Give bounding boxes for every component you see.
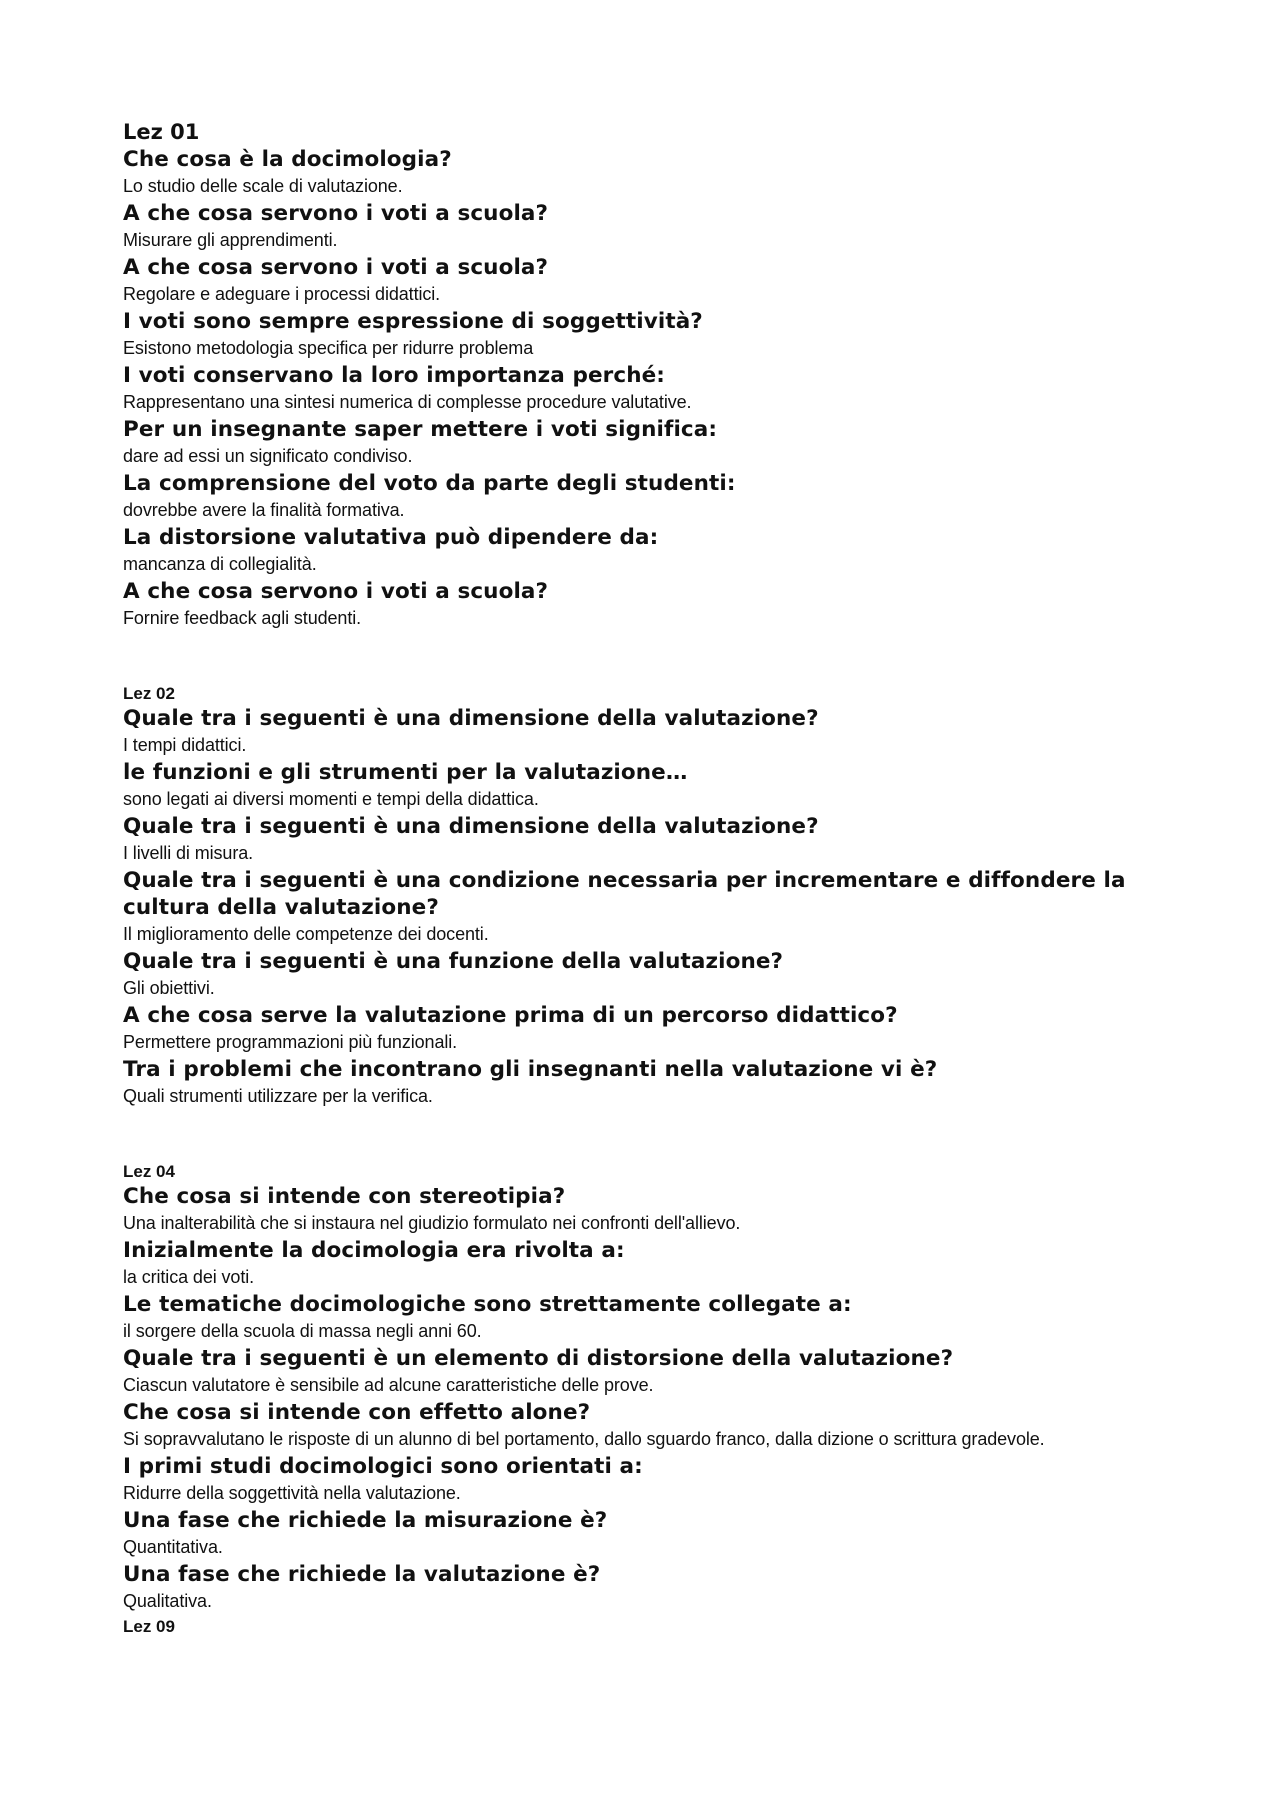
answer: Ridurre della soggettività nella valutazione. [123,1483,461,1503]
answer: il sorgere della scuola di massa negli anni 60. [123,1321,482,1341]
section-title: Lez 01 [123,120,200,144]
section-title-next: Lez 09 [123,1617,175,1636]
answer: Fornire feedback agli studenti. [123,608,362,628]
question: La comprensione del voto da parte degli studenti: [123,471,736,496]
question: Una fase che richiede la misurazione è? [123,1508,608,1533]
question: Che cosa è la docimologia? [123,147,452,172]
question: Che cosa si intende con stereotipia? [123,1184,566,1209]
question: A che cosa servono i voti a scuola? [123,255,549,280]
question: Una fase che richiede la valutazione è? [123,1562,601,1587]
answer: dovrebbe avere la finalità formativa. [123,500,405,520]
question: Le tematiche docimologiche sono strettamente collegate a: [123,1292,852,1317]
section-title: Lez 02 [123,684,175,703]
document-page [123,118,1163,1638]
section-lez-04 [123,1160,1163,1638]
question: A che cosa servono i voti a scuola? [123,579,549,604]
question: I primi studi docimologici sono orientati a: [123,1454,643,1479]
answer: Si sopravvalutano le risposte di un alunno di bel portamento, dallo sguardo franco, dalla dizione o scrittura gradevole. [123,1429,1045,1449]
question: Quale tra i seguenti è una dimensione della valutazione? [123,814,819,839]
answer: Qualitativa. [123,1591,212,1611]
answer: Rappresentano una sintesi numerica di complesse procedure valutative. [123,392,692,412]
answer: Gli obiettivi. [123,978,215,998]
answer: Quantitativa. [123,1537,223,1557]
question: Che cosa si intende con effetto alone? [123,1400,591,1425]
question: Quale tra i seguenti è una funzione della valutazione? [123,949,784,974]
answer: Una inalterabilità che si instaura nel giudizio formulato nei confronti dell'allievo. [123,1213,741,1233]
answer: Lo studio delle scale di valutazione. [123,176,403,196]
answer: Il miglioramento delle competenze dei docenti. [123,924,489,944]
section-title: Lez 04 [123,1162,175,1181]
question: A che cosa servono i voti a scuola? [123,201,549,226]
question: Per un insegnante saper mettere i voti significa: [123,417,718,442]
question: le funzioni e gli strumenti per la valutazione… [123,760,688,785]
answer: I tempi didattici. [123,735,247,755]
question: Quale tra i seguenti è una condizione necessaria per incrementare e diffondere la cultura della valutazione? [123,868,1126,920]
answer: Regolare e adeguare i processi didattici. [123,284,441,304]
question: I voti conservano la loro importanza perché: [123,363,665,388]
answer: I livelli di misura. [123,843,254,863]
answer: mancanza di collegialità. [123,554,317,574]
question: Quale tra i seguenti è un elemento di distorsione della valutazione? [123,1346,954,1371]
answer: dare ad essi un significato condiviso. [123,446,413,466]
question: Tra i problemi che incontrano gli insegnanti nella valutazione vi è? [123,1057,938,1082]
answer: sono legati ai diversi momenti e tempi della didattica. [123,789,539,809]
question: Quale tra i seguenti è una dimensione della valutazione? [123,706,819,731]
section-lez-01 [123,118,1163,632]
answer: Permettere programmazioni più funzionali. [123,1032,458,1052]
question: La distorsione valutativa può dipendere da: [123,525,659,550]
section-lez-02 [123,682,1163,1110]
question: I voti sono sempre espressione di soggettività? [123,309,703,334]
answer: Quali strumenti utilizzare per la verifica. [123,1086,433,1106]
question: Inizialmente la docimologia era rivolta a: [123,1238,625,1263]
answer: la critica dei voti. [123,1267,255,1287]
question: A che cosa serve la valutazione prima di un percorso didattico? [123,1003,898,1028]
answer: Ciascun valutatore è sensibile ad alcune caratteristiche delle prove. [123,1375,654,1395]
answer: Misurare gli apprendimenti. [123,230,338,250]
answer: Esistono metodologia specifica per ridurre problema [123,338,534,358]
